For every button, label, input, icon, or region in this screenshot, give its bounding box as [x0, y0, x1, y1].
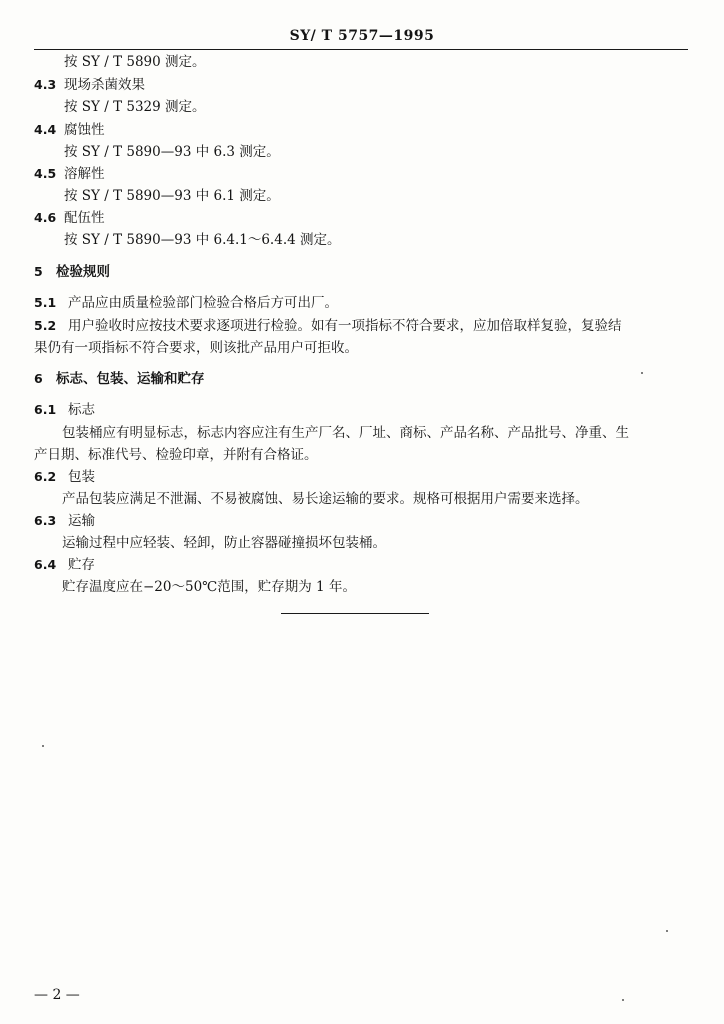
clause-number: 4.3 [34, 77, 57, 92]
clause-4-5-heading [34, 165, 105, 183]
section-number: 6 [34, 371, 43, 386]
scan-speck [666, 930, 668, 932]
scan-speck [641, 372, 643, 374]
clause-title: 标志 [68, 402, 95, 418]
clause-title: 运输 [68, 513, 95, 529]
clause-6-3-body [62, 534, 386, 552]
clause-6-4-body [62, 578, 356, 596]
header-rule [34, 49, 688, 50]
scan-speck [622, 999, 624, 1001]
clause-5-1 [34, 294, 338, 312]
section-title: 标志、包装、运输和贮存 [56, 371, 205, 387]
clause-5-2-continued [34, 339, 358, 357]
clause-4-3-method [64, 98, 206, 116]
standard-code-header: SY/ T 5757—1995 [289, 28, 435, 44]
clause-6-1-heading [34, 401, 95, 419]
clause-5-2 [34, 317, 622, 335]
section-5-heading [34, 263, 110, 281]
body-text: 果仍有一项指标不符合要求，则该批产品用户可拒收。 [34, 340, 358, 356]
section-number: 5 [34, 264, 43, 279]
clause-6-4-heading [34, 556, 95, 574]
clause-number: 5.2 [34, 318, 57, 333]
clause-4-2-method [64, 53, 206, 71]
body-text: 产日期、标准代号、检验印章，并附有合格证。 [34, 447, 318, 463]
clause-4-6-method [64, 231, 341, 249]
clause-title: 现场杀菌效果 [64, 77, 145, 93]
body-text: 产品包装应满足不泄漏、不易被腐蚀、易长途运输的要求。规格可根据用户需要来选择。 [62, 491, 589, 507]
clause-title: 配伍性 [64, 210, 105, 226]
clause-title: 包装 [68, 469, 95, 485]
body-text: 产品应由质量检验部门检验合格后方可出厂。 [68, 295, 338, 311]
body-text: 包装桶应有明显标志，标志内容应注有生产厂名、厂址、商标、产品名称、产品批号、净重、生 [62, 425, 629, 441]
clause-number: 6.3 [34, 513, 57, 528]
section-6-heading [34, 370, 205, 388]
clause-6-2-heading [34, 468, 95, 486]
clause-number: 5.1 [34, 295, 57, 310]
body-text: 运输过程中应轻装、轻卸，防止容器碰撞损坏包装桶。 [62, 535, 386, 551]
scan-speck [42, 745, 44, 747]
clause-6-1-body-continued [34, 446, 318, 464]
clause-title: 腐蚀性 [64, 122, 105, 138]
clause-6-1-body [62, 424, 629, 442]
clause-number: 4.4 [34, 122, 57, 137]
page-number: — 2 — [34, 987, 80, 1003]
body-text: 用户验收时应按技术要求逐项进行检验。如有一项指标不符合要求，应加倍取样复验，复验结 [68, 318, 622, 334]
section-title: 检验规则 [56, 264, 110, 280]
clause-title: 溶解性 [64, 166, 105, 182]
clause-6-3-heading [34, 512, 95, 530]
clause-title: 贮存 [68, 557, 95, 573]
end-of-text-rule [281, 613, 429, 614]
clause-number: 6.2 [34, 469, 57, 484]
clause-6-2-body [62, 490, 589, 508]
body-text: 按 SY / T 5890—93 中 6.4.1～6.4.4 测定。 [64, 232, 341, 248]
clause-number: 6.1 [34, 402, 57, 417]
body-text: 按 SY / T 5890 测定。 [64, 54, 206, 70]
clause-4-4-heading [34, 121, 105, 139]
clause-4-6-heading [34, 209, 105, 227]
clause-4-4-method [64, 143, 280, 161]
clause-number: 4.6 [34, 210, 57, 225]
clause-4-3-heading [34, 76, 145, 94]
body-text: 按 SY / T 5890—93 中 6.1 测定。 [64, 188, 280, 204]
body-text: 按 SY / T 5329 测定。 [64, 99, 206, 115]
clause-number: 4.5 [34, 166, 57, 181]
body-text: 按 SY / T 5890—93 中 6.3 测定。 [64, 144, 280, 160]
clause-number: 6.4 [34, 557, 57, 572]
body-text: 贮存温度应在−20～50℃范围，贮存期为 1 年。 [62, 579, 356, 595]
clause-4-5-method [64, 187, 280, 205]
